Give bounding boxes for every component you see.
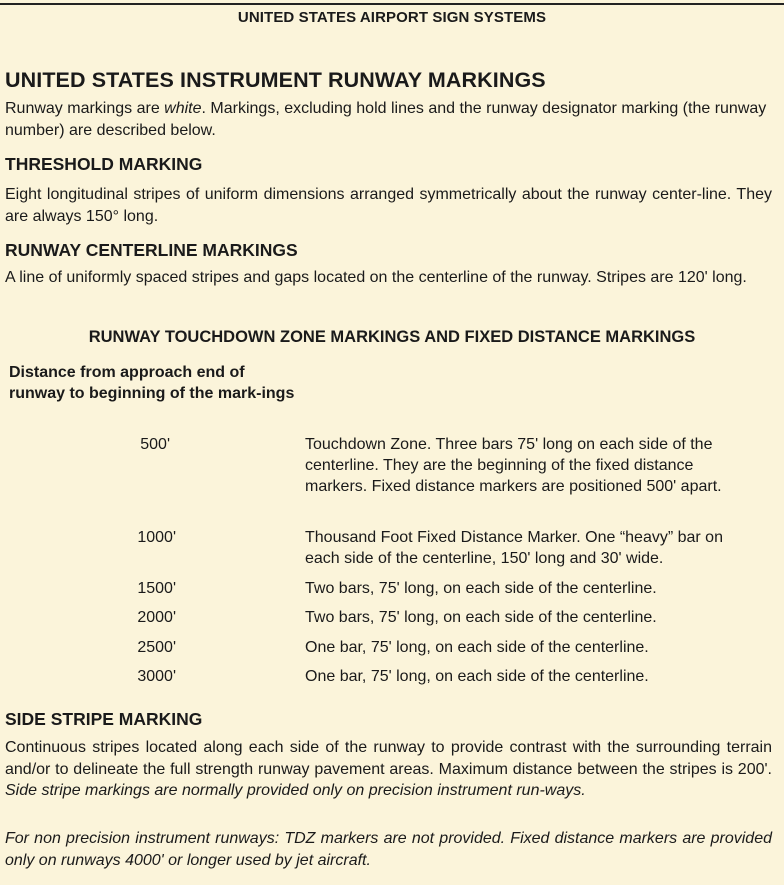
description-cell: One bar, 75' long, on each side of the centerline. bbox=[305, 668, 649, 685]
non-precision-note: For non precision instrument runways: TDZ markers are not provided. Fixed distance markers are provided only on runways 4000' or longer used by jet aircraft. bbox=[5, 830, 772, 869]
threshold-heading: THRESHOLD MARKING bbox=[5, 154, 203, 174]
side-stripe-italic-note: Side stripe markings are normally provided only on precision instrument run-ways. bbox=[5, 782, 586, 799]
distance-cell: 500' bbox=[140, 436, 170, 453]
description-cell: One bar, 75' long, on each side of the centerline. bbox=[305, 639, 649, 656]
description-cell: Two bars, 75' long, on each side of the centerline. bbox=[305, 609, 657, 626]
centerline-heading: RUNWAY CENTERLINE MARKINGS bbox=[5, 240, 298, 260]
intro-text-after: . Markings, excluding hold lines and the runway designator marking (the runway number) are described below. bbox=[5, 100, 767, 139]
distance-cell: 2000' bbox=[137, 609, 176, 626]
top-rule bbox=[0, 3, 784, 5]
side-stripe-text: Continuous stripes located along each side of the runway to provide contrast with the surrounding terrain and/or to delineate the full strength runway pavement areas. Maximum distance between the stripes is 200'. bbox=[5, 739, 772, 778]
side-stripe-paragraph bbox=[5, 737, 772, 802]
distance-cell: 2500' bbox=[137, 639, 176, 656]
distance-cell: 3000' bbox=[137, 668, 176, 685]
description-cell: Touchdown Zone. Three bars 75' long on each side of the centerline. They are the beginning of the fixed distance markers. Fixed distance markers are positioned 500' apart. bbox=[305, 436, 722, 495]
distance-cell: 1000' bbox=[137, 529, 176, 546]
description-cell: Thousand Foot Fixed Distance Marker. One “heavy” bar on each side of the centerline, 150' long and 30' wide. bbox=[305, 529, 723, 567]
intro-text-before: Runway markings are bbox=[5, 100, 165, 117]
page-title: UNITED STATES INSTRUMENT RUNWAY MARKINGS bbox=[5, 68, 546, 92]
table-column-header: Distance from approach end of runway to beginning of the mark-ings bbox=[9, 364, 295, 402]
intro-paragraph bbox=[5, 98, 772, 141]
threshold-paragraph: Eight longitudinal stripes of uniform dimensions arranged symmetrically about the runway center-line. They are always 150° long. bbox=[5, 186, 772, 225]
distance-cell: 1500' bbox=[137, 580, 176, 597]
running-header: UNITED STATES AIRPORT SIGN SYSTEMS bbox=[237, 9, 547, 26]
table-title: RUNWAY TOUCHDOWN ZONE MARKINGS AND FIXED DISTANCE MARKINGS bbox=[88, 328, 696, 346]
side-stripe-heading: SIDE STRIPE MARKING bbox=[5, 709, 203, 729]
intro-emphasis: white bbox=[164, 100, 202, 117]
description-cell: Two bars, 75' long, on each side of the centerline. bbox=[305, 580, 657, 597]
centerline-paragraph: A line of uniformly spaced stripes and gaps located on the centerline of the runway. Stripes are 120' long. bbox=[5, 269, 747, 286]
